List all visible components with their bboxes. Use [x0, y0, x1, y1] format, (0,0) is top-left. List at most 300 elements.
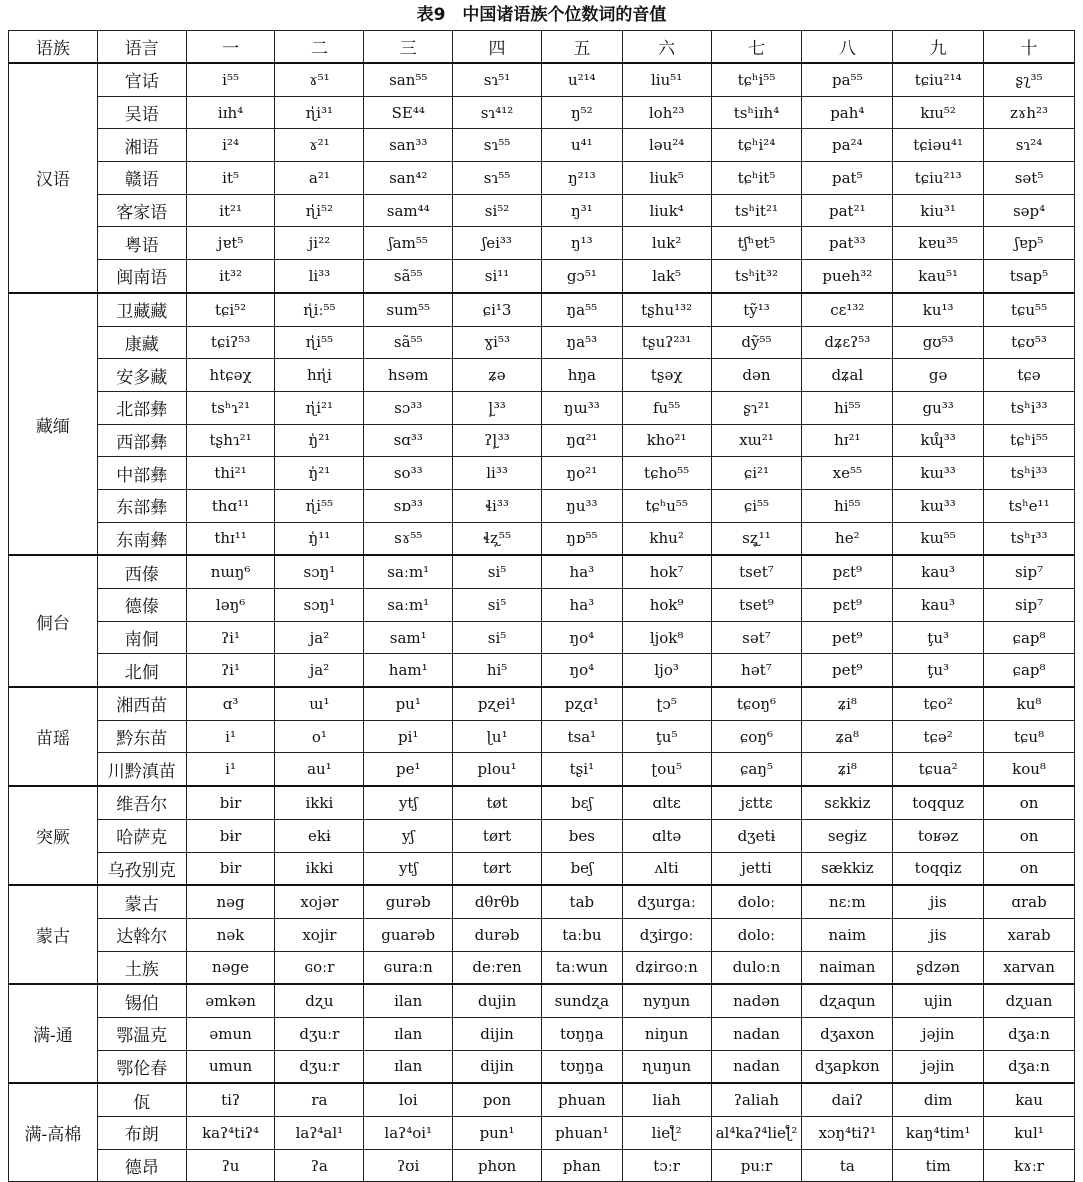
- value-cell-6: ɳuŋun: [622, 1050, 711, 1083]
- value-cell-10: kɤːr: [984, 1149, 1075, 1182]
- language-cell: 鄂温克: [97, 1017, 186, 1050]
- header-numeral-4: 四: [453, 31, 542, 64]
- value-cell-4: phʊn: [453, 1149, 542, 1182]
- value-cell-4: dijin: [453, 1017, 542, 1050]
- language-cell: 安多藏: [97, 359, 186, 392]
- value-cell-3: saːm¹: [364, 589, 453, 622]
- value-cell-3: ɪlan: [364, 1050, 453, 1083]
- value-cell-5: ŋo⁴: [541, 621, 622, 654]
- value-cell-4: tøt: [453, 786, 542, 819]
- value-cell-4: si⁵: [453, 589, 542, 622]
- value-cell-7: dʒetɨ: [711, 819, 802, 852]
- value-cell-9: kau³: [893, 589, 984, 622]
- value-cell-2: au¹: [275, 753, 364, 786]
- value-cell-3: laʔ⁴oi¹: [364, 1117, 453, 1150]
- value-cell-5: ŋ¹³: [541, 227, 622, 260]
- value-cell-3: yʃ: [364, 819, 453, 852]
- value-cell-3: guarəb: [364, 918, 453, 951]
- value-cell-8: pat³³: [802, 227, 893, 260]
- value-cell-3: sɒ³³: [364, 489, 453, 522]
- value-cell-7: tɕʰit⁵: [711, 162, 802, 195]
- value-cell-9: gʊ⁵³: [893, 326, 984, 359]
- value-cell-7: dỹ⁵⁵: [711, 326, 802, 359]
- table-row: [9, 293, 1075, 326]
- header-numeral-3: 三: [364, 31, 453, 64]
- value-cell-4: ɬi³³: [453, 489, 542, 522]
- value-cell-6: liuk⁴: [622, 194, 711, 227]
- value-cell-4: ɬʐ̩⁵⁵: [453, 522, 542, 555]
- value-cell-10: tsʰi³³: [984, 457, 1075, 490]
- value-cell-6: liah: [622, 1083, 711, 1116]
- value-cell-10: tsap⁵: [984, 260, 1075, 293]
- value-cell-10: tsʰe¹¹: [984, 489, 1075, 522]
- value-cell-8: naim: [802, 918, 893, 951]
- value-cell-9: jəjin: [893, 1017, 984, 1050]
- value-cell-6: hok⁷: [622, 555, 711, 588]
- value-cell-3: so³³: [364, 457, 453, 490]
- table-row: [9, 555, 1075, 588]
- family-cell: 藏缅: [9, 293, 98, 556]
- value-cell-1: tsʰɿ²¹: [186, 391, 275, 424]
- value-cell-6: hok⁹: [622, 589, 711, 622]
- value-cell-4: ʃei³³: [453, 227, 542, 260]
- value-cell-5: u⁴¹: [541, 129, 622, 162]
- table-row: [9, 819, 1075, 852]
- header-language: 语言: [97, 31, 186, 64]
- value-cell-7: tset⁷: [711, 555, 802, 588]
- value-cell-6: fu⁵⁵: [622, 391, 711, 424]
- family-cell: 苗瑶: [9, 687, 98, 786]
- header-family: 语族: [9, 31, 98, 64]
- table-row: [9, 687, 1075, 720]
- language-cell: 德傣: [97, 589, 186, 622]
- value-cell-9: gə: [893, 359, 984, 392]
- value-cell-6: tɕʰu⁵⁵: [622, 489, 711, 522]
- header-numeral-6: 六: [622, 31, 711, 64]
- value-cell-2: sɔŋ¹: [275, 555, 364, 588]
- value-cell-3: ytʃ: [364, 852, 453, 885]
- value-cell-9: tɕua²: [893, 753, 984, 786]
- value-cell-1: tiʔ: [186, 1083, 275, 1116]
- value-cell-4: pʐei¹: [453, 687, 542, 720]
- language-cell: 北侗: [97, 654, 186, 687]
- table-row: [9, 227, 1075, 260]
- value-cell-5: ŋɯ³³: [541, 391, 622, 424]
- numeral-table: [8, 30, 1075, 1182]
- value-cell-5: ŋo²¹: [541, 457, 622, 490]
- value-cell-4: dujin: [453, 984, 542, 1017]
- value-cell-10: tɕə: [984, 359, 1075, 392]
- value-cell-2: ikki: [275, 852, 364, 885]
- value-cell-1: nɯŋ⁶: [186, 555, 275, 588]
- value-cell-7: sət⁷: [711, 621, 802, 654]
- table-row: [9, 654, 1075, 687]
- value-cell-4: ɭ̩³³: [453, 391, 542, 424]
- table-row: [9, 194, 1075, 227]
- value-cell-6: kho²¹: [622, 424, 711, 457]
- language-cell: 哈萨克: [97, 819, 186, 852]
- value-cell-4: ɕi¹3: [453, 293, 542, 326]
- value-cell-9: tɕo²: [893, 687, 984, 720]
- value-cell-10: on: [984, 852, 1075, 885]
- language-cell: 官话: [97, 63, 186, 96]
- table-row: [9, 1017, 1075, 1050]
- language-cell: 湘语: [97, 129, 186, 162]
- value-cell-6: liu⁵¹: [622, 63, 711, 96]
- value-cell-4: si⁵: [453, 555, 542, 588]
- language-cell: 东部彝: [97, 489, 186, 522]
- family-cell: 满-高棉: [9, 1083, 98, 1182]
- value-cell-2: ʔa: [275, 1149, 364, 1182]
- value-cell-2: xojər: [275, 885, 364, 918]
- value-cell-2: ra: [275, 1083, 364, 1116]
- value-cell-4: sɿ⁵¹: [453, 63, 542, 96]
- value-cell-7: tʃʰɐt⁵: [711, 227, 802, 260]
- value-cell-10: tɕʰi⁵⁵: [984, 424, 1075, 457]
- value-cell-8: pa⁵⁵: [802, 63, 893, 96]
- value-cell-6: lak⁵: [622, 260, 711, 293]
- value-cell-10: dʒaːn: [984, 1050, 1075, 1083]
- value-cell-10: səp⁴: [984, 194, 1075, 227]
- value-cell-9: kɐu³⁵: [893, 227, 984, 260]
- value-cell-8: ʑi⁸: [802, 687, 893, 720]
- value-cell-7: tɕʰi²⁴: [711, 129, 802, 162]
- table-row: [9, 260, 1075, 293]
- value-cell-2: sɔŋ¹: [275, 589, 364, 622]
- value-cell-6: ɑltɛ: [622, 786, 711, 819]
- value-cell-8: hi⁵⁵: [802, 391, 893, 424]
- value-cell-1: kaʔ⁴tiʔ⁴: [186, 1117, 275, 1150]
- value-cell-2: li³³: [275, 260, 364, 293]
- value-cell-8: daiʔ: [802, 1083, 893, 1116]
- table-row: [9, 720, 1075, 753]
- value-cell-4: pun¹: [453, 1117, 542, 1150]
- value-cell-2: dʒuːr: [275, 1017, 364, 1050]
- value-cell-9: kɪu⁵²: [893, 96, 984, 129]
- value-cell-1: ʔi¹: [186, 654, 275, 687]
- value-cell-2: ɳ̍iː⁵⁵: [275, 293, 364, 326]
- value-cell-1: ʔi¹: [186, 621, 275, 654]
- language-cell: 湘西苗: [97, 687, 186, 720]
- header-numeral-1: 一: [186, 31, 275, 64]
- value-cell-7: duloːn: [711, 951, 802, 984]
- value-cell-1: umun: [186, 1050, 275, 1083]
- value-cell-8: pat⁵: [802, 162, 893, 195]
- value-cell-4: tørt: [453, 852, 542, 885]
- value-cell-10: zɤh²³: [984, 96, 1075, 129]
- value-cell-3: ɪlan: [364, 1017, 453, 1050]
- value-cell-9: kau³: [893, 555, 984, 588]
- value-cell-2: ɳ̍i⁵⁵: [275, 326, 364, 359]
- table-row: [9, 162, 1075, 195]
- value-cell-9: ujin: [893, 984, 984, 1017]
- table-row: [9, 984, 1075, 1017]
- value-cell-4: ʑə: [453, 359, 542, 392]
- value-cell-2: ja²: [275, 654, 364, 687]
- language-cell: 鄂伦春: [97, 1050, 186, 1083]
- value-cell-6: nyŋun: [622, 984, 711, 1017]
- value-cell-8: cɛ¹³²: [802, 293, 893, 326]
- value-cell-6: tʂuʔ²³¹: [622, 326, 711, 359]
- value-cell-3: pe¹: [364, 753, 453, 786]
- value-cell-1: nəg: [186, 885, 275, 918]
- value-cell-8: ʑa⁸: [802, 720, 893, 753]
- value-cell-7: nadan: [711, 1050, 802, 1083]
- value-cell-3: sã⁵⁵: [364, 326, 453, 359]
- value-cell-6: tɔːr: [622, 1149, 711, 1182]
- value-cell-4: pon: [453, 1083, 542, 1116]
- value-cell-1: thɑ¹¹: [186, 489, 275, 522]
- value-cell-5: bɛʃ: [541, 786, 622, 819]
- table-row: [9, 457, 1075, 490]
- value-cell-3: ytʃ: [364, 786, 453, 819]
- value-cell-3: sɤ⁵⁵: [364, 522, 453, 555]
- table-row: [9, 885, 1075, 918]
- value-cell-9: kau⁵¹: [893, 260, 984, 293]
- value-cell-10: kau: [984, 1083, 1075, 1116]
- value-cell-5: beʃ: [541, 852, 622, 885]
- value-cell-7: dən: [711, 359, 802, 392]
- value-cell-7: tỹ¹³: [711, 293, 802, 326]
- value-cell-3: pu¹: [364, 687, 453, 720]
- language-cell: 客家语: [97, 194, 186, 227]
- value-cell-9: jis: [893, 918, 984, 951]
- value-cell-5: tʂi¹: [541, 753, 622, 786]
- value-cell-1: bir: [186, 852, 275, 885]
- value-cell-5: ha³: [541, 555, 622, 588]
- value-cell-5: ŋɑ²¹: [541, 424, 622, 457]
- value-cell-7: ʔaliah: [711, 1083, 802, 1116]
- language-cell: 佤: [97, 1083, 186, 1116]
- value-cell-6: dʑirɢoːn: [622, 951, 711, 984]
- value-cell-7: tset⁹: [711, 589, 802, 622]
- value-cell-2: ɢoːr: [275, 951, 364, 984]
- value-cell-5: ŋo⁴: [541, 654, 622, 687]
- value-cell-8: pɛt⁹: [802, 555, 893, 588]
- value-cell-5: pʐɑ¹: [541, 687, 622, 720]
- value-cell-3: SE⁴⁴: [364, 96, 453, 129]
- value-cell-5: phuan¹: [541, 1117, 622, 1150]
- value-cell-1: i²⁴: [186, 129, 275, 162]
- value-cell-6: ʈɔ⁵: [622, 687, 711, 720]
- table-row: [9, 1083, 1075, 1116]
- value-cell-3: sɑ³³: [364, 424, 453, 457]
- value-cell-9: toqqiz: [893, 852, 984, 885]
- value-cell-2: a²¹: [275, 162, 364, 195]
- value-cell-10: tɕu⁵⁵: [984, 293, 1075, 326]
- value-cell-10: ɕap⁸: [984, 654, 1075, 687]
- value-cell-4: tørt: [453, 819, 542, 852]
- value-cell-4: durəb: [453, 918, 542, 951]
- value-cell-3: sam¹: [364, 621, 453, 654]
- value-cell-9: dim: [893, 1083, 984, 1116]
- value-cell-3: ilan: [364, 984, 453, 1017]
- value-cell-1: tɕi⁵²: [186, 293, 275, 326]
- value-cell-8: xɔŋ⁴tiʔ¹: [802, 1117, 893, 1150]
- value-cell-6: tʂhu¹³²: [622, 293, 711, 326]
- value-cell-10: xarab: [984, 918, 1075, 951]
- table-row: [9, 1050, 1075, 1083]
- value-cell-10: sɿ²⁴: [984, 129, 1075, 162]
- value-cell-8: sækkiz: [802, 852, 893, 885]
- value-cell-2: ɳ̍i²¹: [275, 391, 364, 424]
- value-cell-9: jəjin: [893, 1050, 984, 1083]
- value-cell-6: niŋun: [622, 1017, 711, 1050]
- value-cell-2: ŋ̍²¹: [275, 457, 364, 490]
- table-row: [9, 424, 1075, 457]
- value-cell-8: pa²⁴: [802, 129, 893, 162]
- value-cell-9: tɕiu²¹³: [893, 162, 984, 195]
- language-cell: 吴语: [97, 96, 186, 129]
- value-cell-10: xarvan: [984, 951, 1075, 984]
- value-cell-6: tɕho⁵⁵: [622, 457, 711, 490]
- value-cell-1: it⁵: [186, 162, 275, 195]
- value-cell-5: phan: [541, 1149, 622, 1182]
- value-cell-7: doloː: [711, 885, 802, 918]
- value-cell-8: sɛkkiz: [802, 786, 893, 819]
- value-cell-6: ljok⁸: [622, 621, 711, 654]
- value-cell-7: al⁴kaʔ⁴lieɭ̊²: [711, 1117, 802, 1150]
- value-cell-3: gurəb: [364, 885, 453, 918]
- value-cell-2: o¹: [275, 720, 364, 753]
- value-cell-7: tsʰiɪh⁴: [711, 96, 802, 129]
- language-cell: 蒙古: [97, 885, 186, 918]
- table-row: [9, 852, 1075, 885]
- value-cell-5: ŋu³³: [541, 489, 622, 522]
- value-cell-6: loh²³: [622, 96, 711, 129]
- value-cell-10: sip⁷: [984, 555, 1075, 588]
- value-cell-4: hi⁵: [453, 654, 542, 687]
- value-cell-9: toʁəz: [893, 819, 984, 852]
- value-cell-7: sʐ̥¹¹: [711, 522, 802, 555]
- value-cell-8: ʑi⁸: [802, 753, 893, 786]
- language-cell: 北部彝: [97, 391, 186, 424]
- family-cell: 汉语: [9, 63, 98, 293]
- value-cell-6: ţu⁵: [622, 720, 711, 753]
- value-cell-8: pueh³²: [802, 260, 893, 293]
- value-cell-10: tɕu⁸: [984, 720, 1075, 753]
- value-cell-6: ɑltə: [622, 819, 711, 852]
- value-cell-2: ekɨ: [275, 819, 364, 852]
- value-cell-3: pi¹: [364, 720, 453, 753]
- table-row: [9, 753, 1075, 786]
- value-cell-9: tɕiu²¹⁴: [893, 63, 984, 96]
- value-cell-2: dʐu: [275, 984, 364, 1017]
- value-cell-9: kɯ³³: [893, 457, 984, 490]
- value-cell-3: loi: [364, 1083, 453, 1116]
- table-row: [9, 129, 1075, 162]
- language-cell: 锡伯: [97, 984, 186, 1017]
- header-numeral-8: 八: [802, 31, 893, 64]
- value-cell-4: sɿ⁵⁵: [453, 129, 542, 162]
- value-cell-1: iɪh⁴: [186, 96, 275, 129]
- value-cell-1: ləŋ⁶: [186, 589, 275, 622]
- value-cell-4: ʔɭ̩³³: [453, 424, 542, 457]
- value-cell-8: segɨz: [802, 819, 893, 852]
- value-cell-8: pet⁹: [802, 654, 893, 687]
- value-cell-4: li³³: [453, 457, 542, 490]
- value-cell-8: dʐaqun: [802, 984, 893, 1017]
- value-cell-6: ljo³: [622, 654, 711, 687]
- value-cell-8: ta: [802, 1149, 893, 1182]
- value-cell-7: ɕi²¹: [711, 457, 802, 490]
- value-cell-4: si⁵: [453, 621, 542, 654]
- value-cell-9: ku¹³: [893, 293, 984, 326]
- value-cell-7: nadan: [711, 1017, 802, 1050]
- value-cell-4: ɭu¹: [453, 720, 542, 753]
- value-cell-5: ŋ⁵²: [541, 96, 622, 129]
- table-row: [9, 489, 1075, 522]
- value-cell-3: ham¹: [364, 654, 453, 687]
- header-numeral-2: 二: [275, 31, 364, 64]
- value-cell-7: puːr: [711, 1149, 802, 1182]
- table-row: [9, 522, 1075, 555]
- value-cell-6: ləu²⁴: [622, 129, 711, 162]
- value-cell-1: əmun: [186, 1017, 275, 1050]
- language-cell: 布朗: [97, 1117, 186, 1150]
- value-cell-6: dʒurgaː: [622, 885, 711, 918]
- value-cell-5: bes: [541, 819, 622, 852]
- value-cell-7: hət⁷: [711, 654, 802, 687]
- language-cell: 达斡尔: [97, 918, 186, 951]
- value-cell-1: tɕiʔ⁵³: [186, 326, 275, 359]
- value-cell-10: sip⁷: [984, 589, 1075, 622]
- value-cell-7: ɕaŋ⁵: [711, 753, 802, 786]
- value-cell-3: ʔʊi: [364, 1149, 453, 1182]
- value-cell-5: ŋ³¹: [541, 194, 622, 227]
- header-numeral-5: 五: [541, 31, 622, 64]
- value-cell-9: kɯ³³: [893, 489, 984, 522]
- value-cell-1: thi²¹: [186, 457, 275, 490]
- value-cell-10: on: [984, 786, 1075, 819]
- table-caption: 表9 中国诸语族个位数词的音值: [416, 5, 667, 25]
- value-cell-9: tɕə²: [893, 720, 984, 753]
- value-cell-8: pet⁹: [802, 621, 893, 654]
- value-cell-9: tɕiəu⁴¹: [893, 129, 984, 162]
- value-cell-1: bir: [186, 786, 275, 819]
- table-body: [9, 63, 1075, 1182]
- value-cell-3: saːm¹: [364, 555, 453, 588]
- value-cell-9: tim: [893, 1149, 984, 1182]
- value-cell-1: it³²: [186, 260, 275, 293]
- value-cell-7: jetti: [711, 852, 802, 885]
- language-cell: 黔东苗: [97, 720, 186, 753]
- value-cell-5: ŋa⁵³: [541, 326, 622, 359]
- value-cell-6: dʒirgoː: [622, 918, 711, 951]
- value-cell-8: pah⁴: [802, 96, 893, 129]
- language-cell: 赣语: [97, 162, 186, 195]
- header-row: [9, 31, 1075, 64]
- language-cell: 德昂: [97, 1149, 186, 1182]
- table-row: [9, 918, 1075, 951]
- value-cell-9: ʂdzən: [893, 951, 984, 984]
- value-cell-8: hi⁵⁵: [802, 489, 893, 522]
- value-cell-4: si¹¹: [453, 260, 542, 293]
- value-cell-4: dijin: [453, 1050, 542, 1083]
- value-cell-3: sam⁴⁴: [364, 194, 453, 227]
- language-cell: 康藏: [97, 326, 186, 359]
- value-cell-7: tsʰit²¹: [711, 194, 802, 227]
- value-cell-1: thɪ¹¹: [186, 522, 275, 555]
- value-cell-5: hŋa: [541, 359, 622, 392]
- value-cell-4: dθrθb: [453, 885, 542, 918]
- value-cell-9: kɰ̊³³: [893, 424, 984, 457]
- value-cell-6: ʌlti: [622, 852, 711, 885]
- language-cell: 土族: [97, 951, 186, 984]
- value-cell-10: tɕʊ⁵³: [984, 326, 1075, 359]
- value-cell-9: jis: [893, 885, 984, 918]
- value-cell-8: pat²¹: [802, 194, 893, 227]
